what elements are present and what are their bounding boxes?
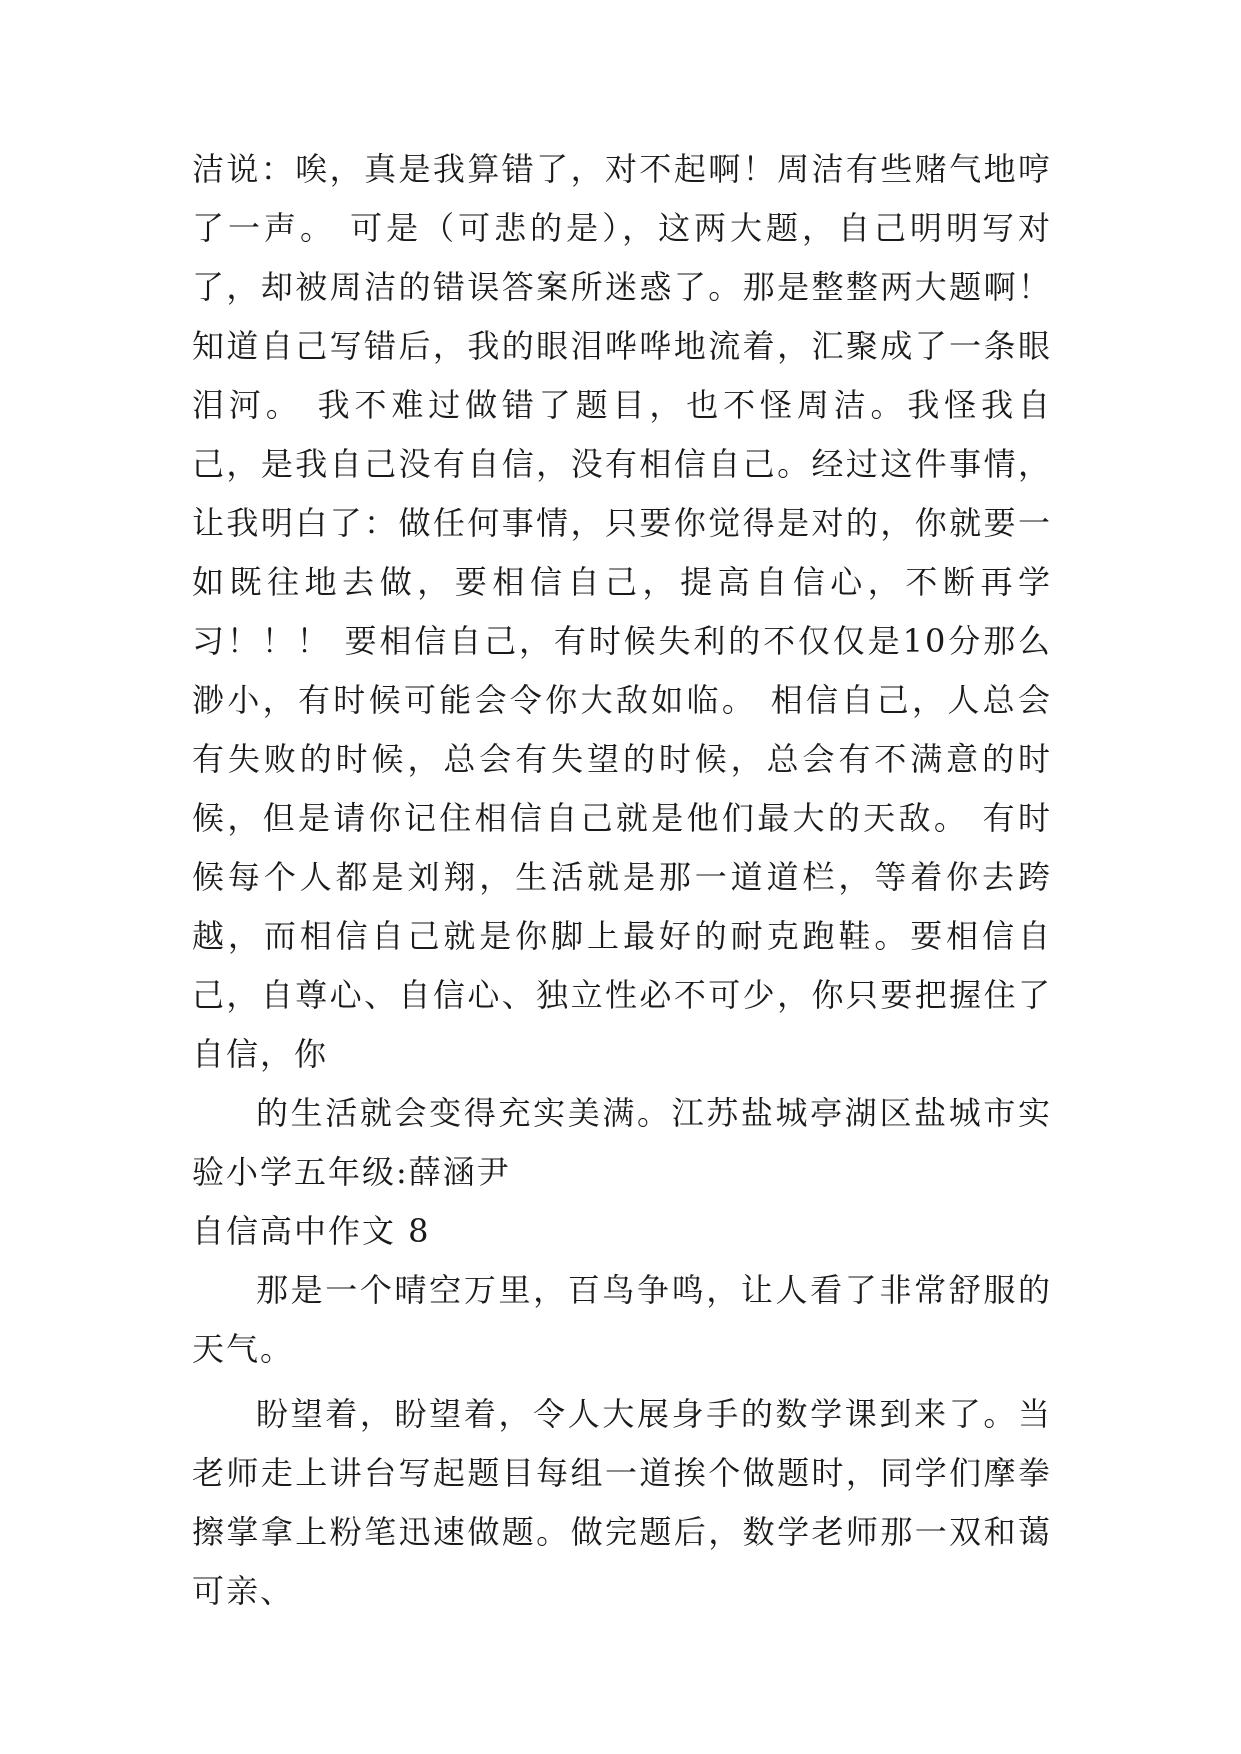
body-paragraph: 那是一个晴空万里，百鸟争鸣，让人看了非常舒服的天气。 — [192, 1271, 1052, 1368]
body-paragraph: 盼望着，盼望着，令人大展身手的数学课到来了。当老师走上讲台写起题目每组一道挨个做题时，同学们摩拳擦掌拿上粉笔迅速做题。做完题后，数学老师那一双和蔼可亲、 — [192, 1395, 1052, 1610]
body-paragraph: 的生活就会变得充实美满。江苏盐城亭湖区盐城市实验小学五年级:薛涵尹 — [192, 1094, 1052, 1191]
body-paragraph: 洁说：唉，真是我算错了，对不起啊！周洁有些赌气地哼了一声。 可是（可悲的是），这两大题，自己明明写对了，却被周洁的错误答案所迷惑了。那是整整两大题啊！知道自己写错后，我的眼泪哗哗地流着，汇聚成了一条眼泪河。 我不难过做错了题目，也不怪周洁。我怪我自己，是我自己没有自信，没有相信自己。经过这件事情，让我明白了：做任何事情，只要你觉得是对的，你就要一如既往地去做，要相信自己，提高自信心，不断再学习！！！ 要相信自己，有时候失利的不仅仅是10分那么渺小，有时候可能会令你大敌如临。 相信自己，人总会有失败的时候，总会有失望的时候，总会有不满意的时候，但是请你记住相信自己就是他们最大的天敌。 有时候每个人都是刘翔，生活就是那一道道栏，等着你去跨越，而相信自己就是你脚上最好的耐克跑鞋。要相信自己，自尊心、自信心、独立性必不可少，你只要把握住了自信，你 — [192, 150, 1052, 1073]
section-title: 自信高中作文 8 — [192, 1212, 431, 1250]
document-page — [192, 140, 1052, 1621]
